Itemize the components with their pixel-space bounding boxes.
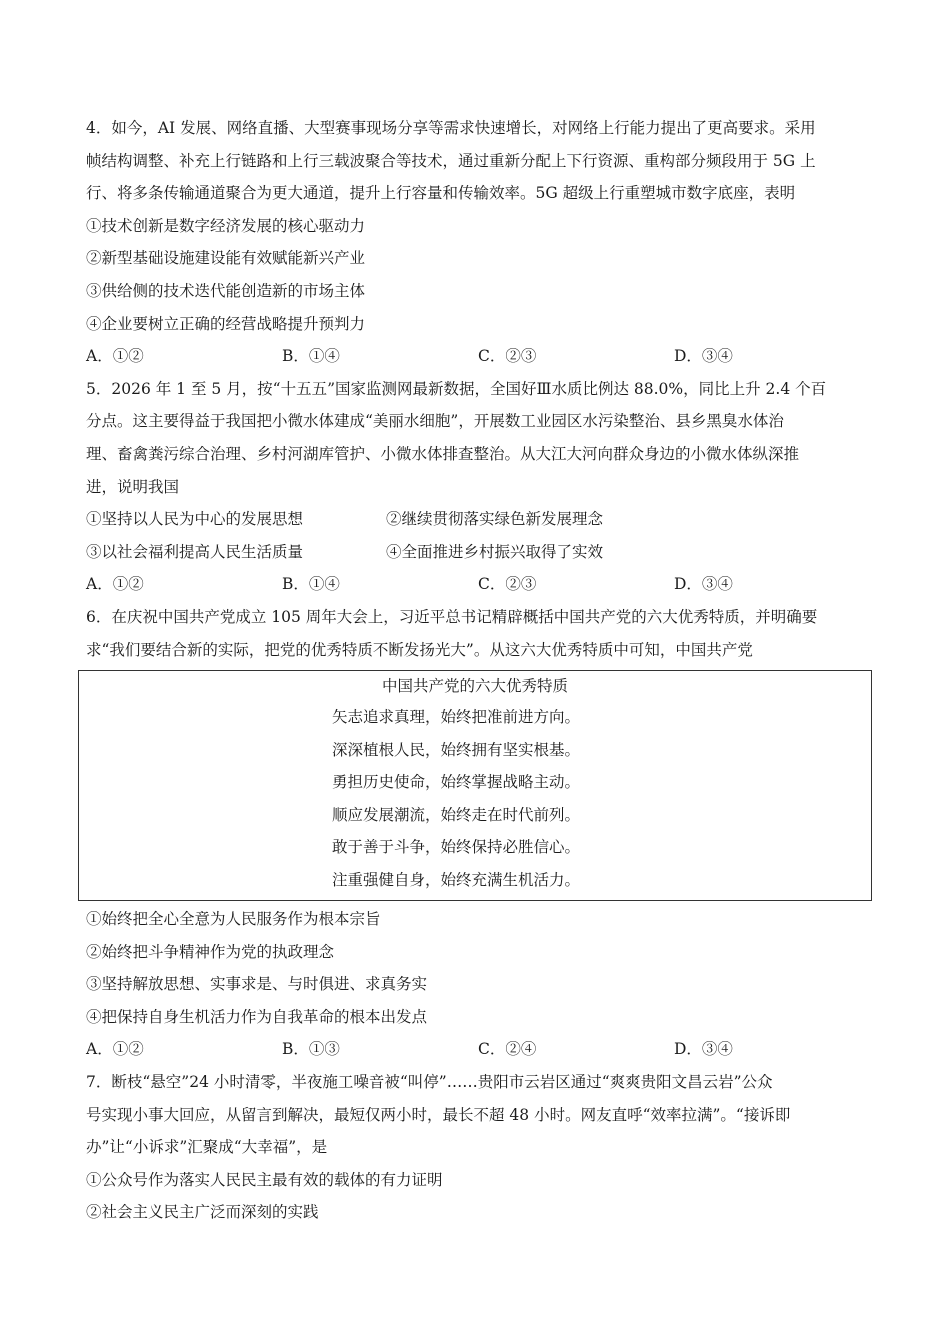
- q4-stem-line: 帧结构调整、补充上行链路和上行三载波聚合等技术，通过重新分配上下行资源、重构部分频段用于 5G 上: [86, 151, 816, 170]
- q5-stem-line: 进，说明我国: [86, 477, 180, 496]
- q6-option-c: C．②④: [478, 1040, 537, 1059]
- q5-option-d: D．③④: [674, 575, 733, 594]
- q5-option-a: A．①②: [86, 575, 144, 594]
- q6-stem-line: 求“我们要结合新的实际，把党的优秀特质不断发扬光大”。从这六大优秀特质中可知，中国共产党: [86, 640, 753, 659]
- q4-stem-line: 行、将多条传输通道聚合为更大通道，提升上行容量和传输效率。5G 超级上行重塑城市数字底座，表明: [86, 184, 796, 203]
- q4-option-b: B．①④: [282, 347, 340, 366]
- q7-stem-line: 7．断枝“悬空”24 小时清零，半夜施工噪音被“叫停”……贵阳市云岩区通过“爽爽贵阳文昌云岩”公众: [86, 1073, 773, 1092]
- exam-page: [86, 112, 876, 1229]
- q6-option-a: A．①②: [86, 1040, 144, 1059]
- q5-stem-line: 5．2026 年 1 至 5 月，按“十五五”国家监测网最新数据，全国好Ⅲ水质比例达 88.0%，同比上升 2.4 个百: [86, 379, 827, 398]
- q5-stem-line: 理、畜禽粪污综合治理、乡村河湖库管护、小微水体排查整治。从大江大河向群众身边的小微水体纵深推: [86, 444, 800, 463]
- q6-box-item: 顺应发展潮流，始终走在时代前列。: [332, 805, 581, 824]
- q4-item: ④企业要树立正确的经营战略提升预判力: [86, 314, 366, 333]
- q5-option-b: B．①④: [282, 575, 340, 594]
- q7-item: ①公众号作为落实人民民主最有效的载体的有力证明: [86, 1170, 443, 1189]
- q5-item-row: [86, 536, 876, 569]
- q6-item: ②始终把斗争精神作为党的执政理念: [86, 942, 335, 961]
- q4-item: ①技术创新是数字经济发展的核心驱动力: [86, 216, 366, 235]
- q6-option-b: B．①③: [282, 1040, 340, 1059]
- q6-option-d: D．③④: [674, 1040, 733, 1059]
- q5-stem-line: 分点。这主要得益于我国把小微水体建成“美丽水细胞”，开展数工业园区水污染整治、县乡黑臭水体治: [86, 412, 784, 431]
- q5-option-c: C．②③: [478, 575, 537, 594]
- q6-item: ③坚持解放思想、实事求是、与时俱进、求真务实: [86, 975, 428, 994]
- q6-box-item: 矢志追求真理，始终把准前进方向。: [332, 708, 581, 727]
- q6-options: [86, 1033, 876, 1066]
- q4-options: [86, 340, 876, 373]
- q6-box-item: 勇担历史使命，始终掌握战略主动。: [332, 773, 581, 792]
- q4-stem-line: 4．如今，AI 发展、网络直播、大型赛事现场分享等需求快速增长，对网络上行能力提出了更高要求。采用: [86, 119, 816, 137]
- q5-item: ③以社会福利提高人民生活质量: [86, 542, 304, 561]
- q6-box-item: 深深植根人民，始终拥有坚实根基。: [332, 740, 581, 759]
- question-6: [86, 601, 876, 1066]
- q6-stem-line: 6．在庆祝中国共产党成立 105 周年大会上，习近平总书记精辟概括中国共产党的六大优秀特质，并明确要: [86, 607, 818, 626]
- q6-item: ④把保持自身生机活力作为自我革命的根本出发点: [86, 1007, 428, 1026]
- q5-item: ④全面推进乡村振兴取得了实效: [386, 542, 604, 561]
- q7-stem-line: 办”让“小诉求”汇聚成“大幸福”，是: [86, 1138, 328, 1157]
- q4-option-a: A．①②: [86, 347, 144, 366]
- q7-stem-line: 号实现小事大回应，从留言到解决，最短仅两小时，最长不超 48 小时。网友直呼“效率拉满”。“接诉即: [86, 1105, 791, 1124]
- q6-box-item: 敢于善于斗争，始终保持必胜信心。: [332, 838, 581, 857]
- q5-item-row: [86, 503, 876, 536]
- q6-item: ①始终把全心全意为人民服务作为根本宗旨: [86, 910, 381, 929]
- question-7: [86, 1066, 876, 1229]
- question-5: [86, 373, 876, 601]
- q6-box-title: 中国共产党的六大优秀特质: [381, 677, 568, 696]
- q4-option-d: D．③④: [674, 347, 733, 366]
- q6-box-item: 注重强健自身，始终充满生机活力。: [332, 870, 581, 889]
- q5-item: ②继续贯彻落实绿色新发展理念: [386, 510, 604, 529]
- q5-options: [86, 568, 876, 601]
- q7-item: ②社会主义民主广泛而深刻的实践: [86, 1203, 319, 1222]
- question-4: [86, 112, 876, 373]
- q4-option-c: C．②③: [478, 347, 537, 366]
- q4-item: ②新型基础设施建设能有效赋能新兴产业: [86, 249, 366, 268]
- q5-item: ①坚持以人民为中心的发展思想: [86, 510, 304, 529]
- q6-material-box: [78, 670, 872, 901]
- q4-item: ③供给侧的技术迭代能创造新的市场主体: [86, 281, 366, 300]
